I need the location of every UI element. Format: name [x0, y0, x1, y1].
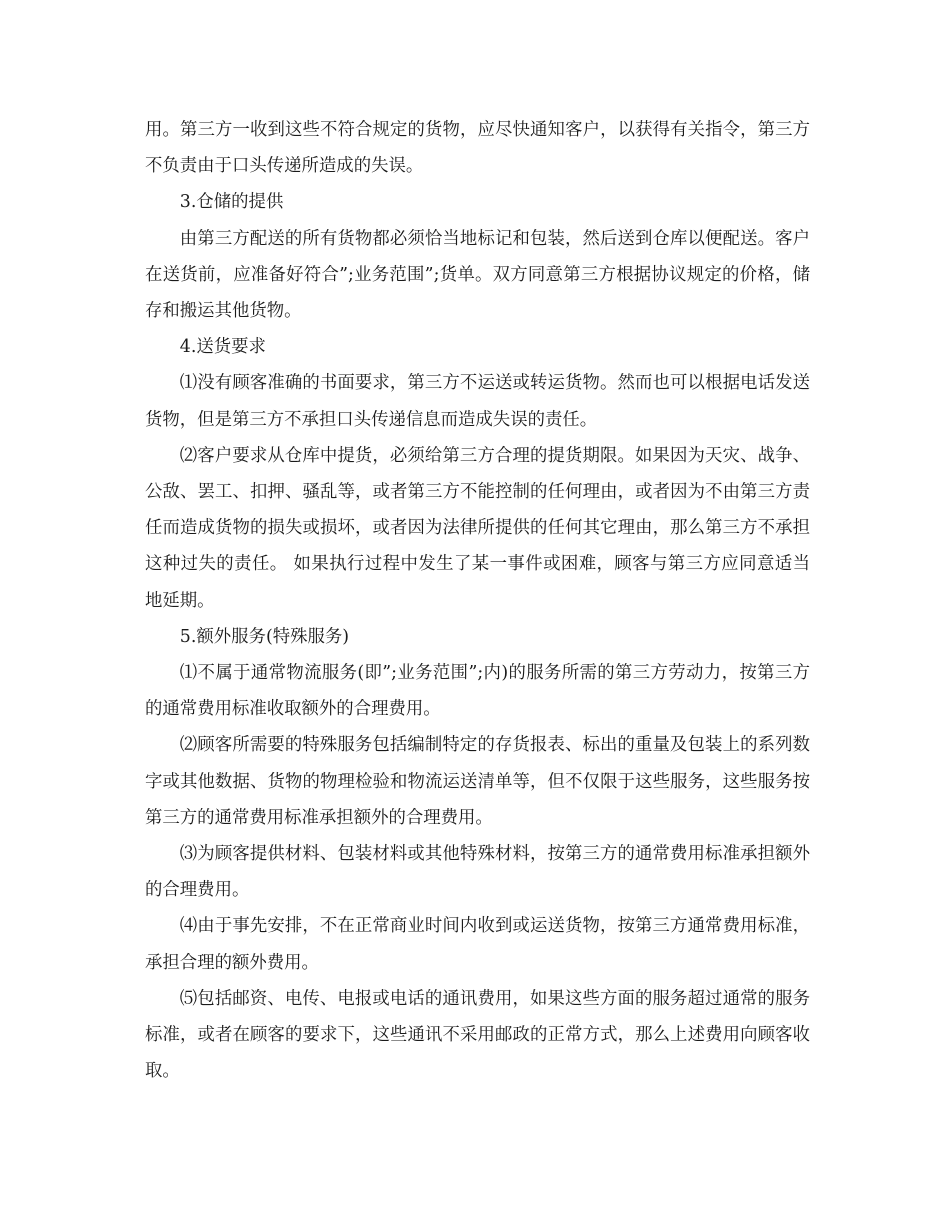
- document-body: [145, 112, 810, 1089]
- paragraph-extra-3: ⑶为顾客提供材料、包装材料或其他特殊材料，按第三方的通常费用标准承担额外的合理费用。: [145, 844, 810, 901]
- paragraph-extra-4: ⑷由于事先安排，不在正常商业时间内收到或运送货物，按第三方通常费用标准，承担合理的额外费用。: [145, 916, 810, 973]
- section-heading-storage: 3.仓储的提供: [179, 192, 284, 213]
- paragraph-delivery-1: ⑴没有顾客准确的书面要求，第三方不运送或转运货物。然而也可以根据电话发送货物，但是第三方不承担口头传递信息而造成失误的责任。: [145, 373, 810, 430]
- section-heading-extra-services: 5.额外服务(特殊服务): [179, 626, 350, 647]
- paragraph-extra-2: ⑵顾客所需要的特殊服务包括编制特定的存货报表、标出的重量及包装上的系列数字或其他数据、货物的物理检验和物流运送清单等，但不仅限于这些服务，这些服务按第三方的通常费用标准承担额外的合理费用。: [145, 735, 810, 828]
- paragraph-storage: 由第三方配送的所有货物都必须恰当地标记和包装，然后送到仓库以便配送。客户在送货前，应准备好符合”;业务范围”;货单。双方同意第三方根据协议规定的价格，储存和搬运其他货物。: [145, 228, 810, 322]
- paragraph-delivery-2: ⑵客户要求从仓库中提货，必须给第三方合理的提货期限。如果因为天灾、战争、公敌、罢工、扣押、骚乱等，或者第三方不能控制的任何理由，或者因为不由第三方责任而造成货物的损失或损坏，或者因为法律所提供的任何其它理由，那么第三方不承担这种过失的责任。 如果执行过程中发生了某一事件或困难，顾客与第三方应同意适当地延期。: [145, 445, 810, 611]
- section-heading-delivery: 4.送货要求: [179, 337, 266, 358]
- paragraph-continuation: 用。第三方一收到这些不符合规定的货物，应尽快通知客户，以获得有关指令，第三方不负责由于口头传递所造成的失误。: [145, 120, 810, 177]
- paragraph-extra-5: ⑸包括邮资、电传、电报或电话的通讯费用，如果这些方面的服务超过通常的服务标准，或者在顾客的要求下，这些通讯不采用邮政的正常方式，那么上述费用向顾客收取。: [145, 988, 810, 1082]
- paragraph-extra-1: ⑴不属于通常物流服务(即”;业务范围”;内)的服务所需的第三方劳动力，按第三方的通常费用标准收取额外的合理费用。: [145, 663, 810, 720]
